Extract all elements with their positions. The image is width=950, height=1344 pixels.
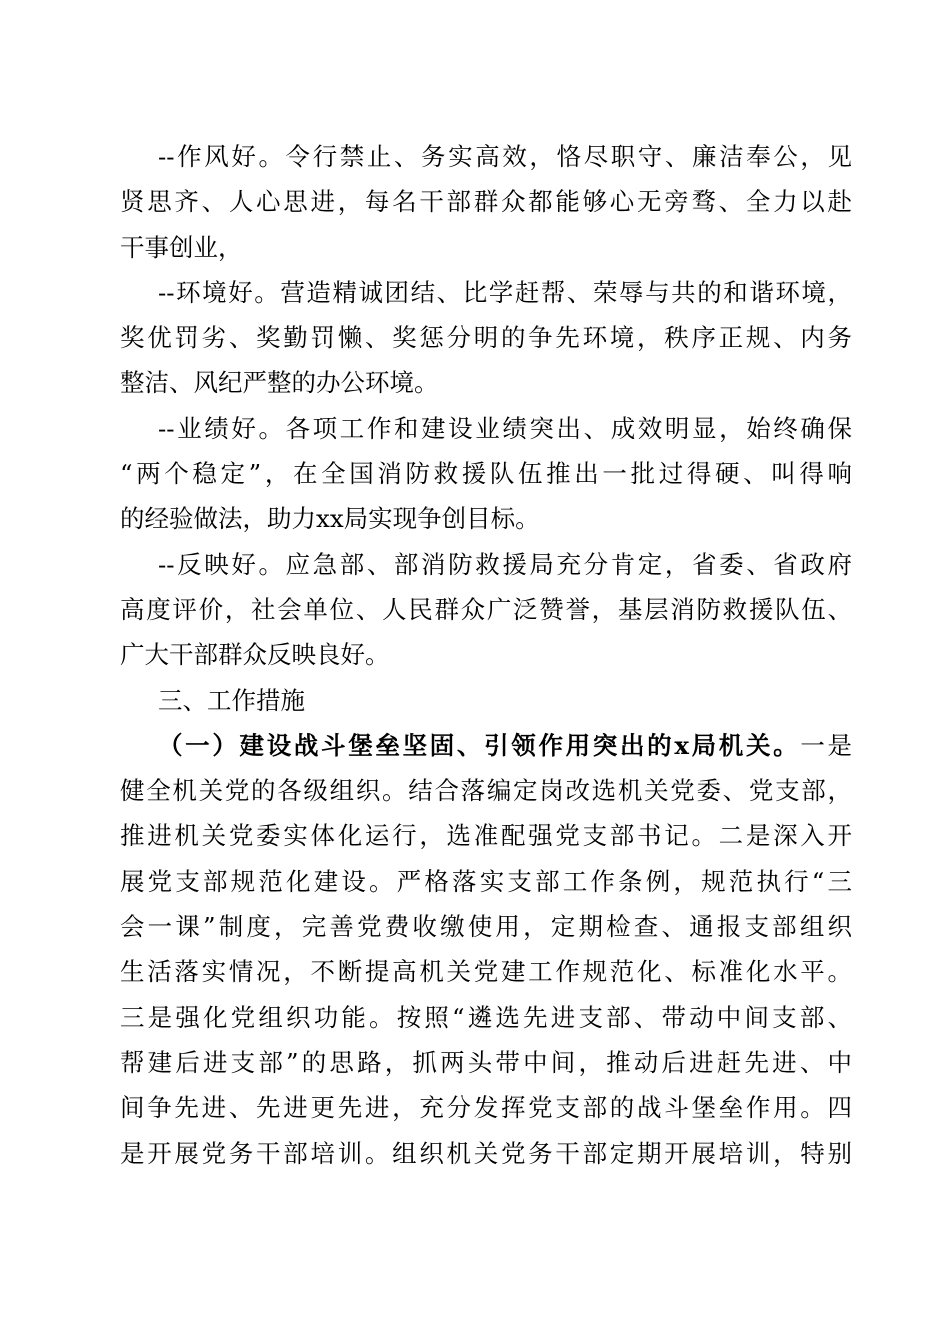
text-line: 生活落实情况，不断提高机关党建工作规范化、标准化水平。 [120, 957, 852, 987]
section-heading: 三、工作措施 [158, 685, 305, 715]
text-line: 奖优罚劣、奖勤罚懒、奖惩分明的争先环境，秩序正规、内务 [120, 323, 852, 353]
text-line: 贤思齐、人心思进，每名干部群众都能够心无旁骛、全力以赴 [120, 187, 852, 217]
paragraph-style-good [120, 134, 852, 270]
text-line: 健全机关党的各级组织。结合落编定岗改选机关党委、党支部， [120, 776, 852, 806]
text-line: --环境好。营造精诚团结、比学赶帮、荣辱与共的和谐环境， [158, 277, 852, 307]
text-line: “两个稳定”，在全国消防救援队伍推出一批过得硬、叫得响 [120, 459, 852, 489]
text-line: --业绩好。各项工作和建设业绩突出、成效明显，始终确保 [158, 413, 852, 443]
subsection-title: （一）建设战斗堡垒坚固、引领作用突出的x局机关。 [158, 730, 801, 760]
text-line: 会一课”制度，完善党费收缴使用，定期检查、通报支部组织 [120, 912, 852, 942]
paragraph-feedback-good [120, 542, 852, 678]
paragraph-environment-good [120, 270, 852, 406]
text-line: 干事创业， [120, 232, 243, 262]
text-line: 三是强化党组织功能。按照“遴选先进支部、带动中间支部、 [120, 1002, 852, 1032]
subsection-title-rest: 一是 [800, 730, 853, 760]
text-line: 整洁、风纪严整的办公环境。 [120, 368, 439, 398]
document-body [120, 134, 852, 1176]
text-line: 是开展党务干部培训。组织机关党务干部定期开展培训，特别 [120, 1138, 852, 1168]
paragraph-performance-good [120, 406, 852, 542]
text-line: 帮建后进支部”的思路，抓两头带中间，推动后进赶先进、中 [120, 1047, 852, 1077]
text-line: 高度评价，社会单位、人民群众广泛赞誉，基层消防救援队伍、 [120, 594, 852, 624]
paragraph-work-measures-1 [120, 723, 852, 1176]
text-line: 展党支部规范化建设。严格落实支部工作条例，规范执行“三 [120, 866, 852, 896]
text-line-with-title [120, 723, 852, 768]
text-line: --反映好。应急部、部消防救援局充分肯定，省委、省政府 [158, 549, 852, 579]
text-line: 间争先进、先进更先进，充分发挥党支部的战斗堡垒作用。四 [120, 1093, 852, 1123]
text-line: 广大干部群众反映良好。 [120, 640, 390, 670]
text-line: 的经验做法，助力xx局实现争创目标。 [120, 504, 540, 534]
text-line: 推进机关党委实体化运行，选准配强党支部书记。二是深入开 [120, 821, 852, 851]
text-line: --作风好。令行禁止、务实高效，恪尽职守、廉洁奉公，见 [158, 142, 852, 171]
